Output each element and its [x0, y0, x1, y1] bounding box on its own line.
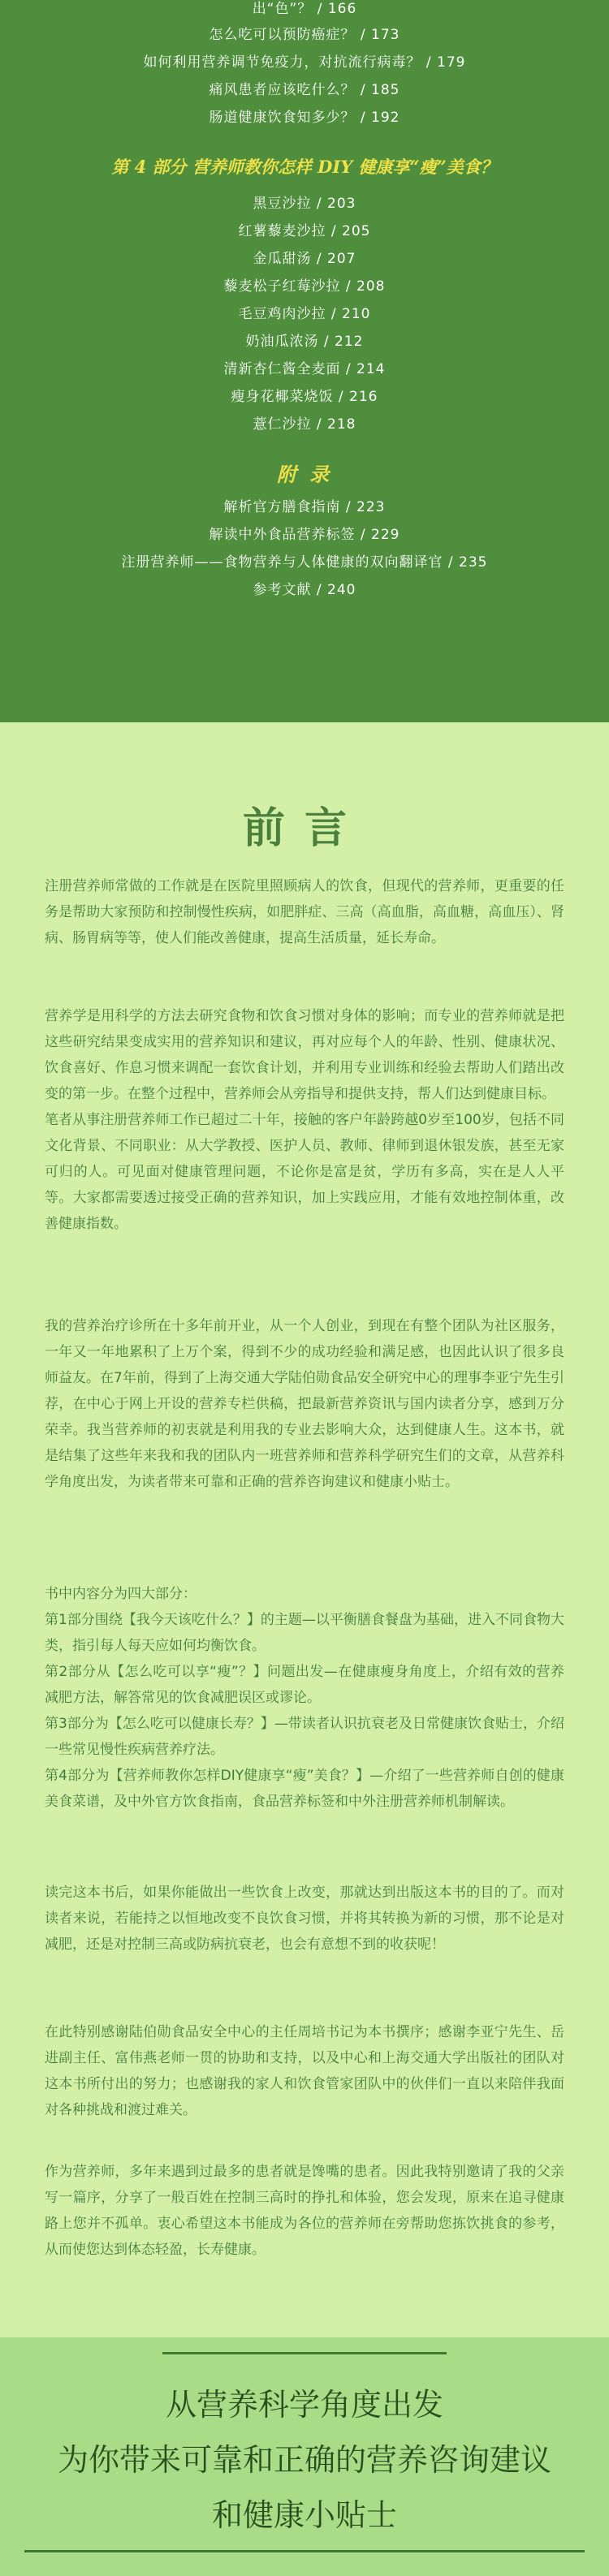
toc-entry[interactable]: 怎么吃可以预防癌症？ / 173 [209, 27, 400, 43]
toc-entry[interactable]: 解读中外食品营养标签 / 229 [209, 527, 400, 543]
toc-entry[interactable]: 如何利用营养调节免疫力，对抗流行病毒？ / 179 [143, 54, 466, 71]
toc-entry[interactable]: 薏仁沙拉 / 218 [253, 416, 356, 433]
preface-paragraph: 我的营养治疗诊所在十多年前开业，从一个人创业，到现在有整个团队为社区服务，一年又一年地累积了上万个案，得到不少的成功经验和满足感，也因此认识了很多良师益友。在7年前，得到了上海交通大学陆伯勋食品安全研究中心的理事李亚宁先生引荐，在中心于网上开设的营养专栏供稿，把最新营养资讯与国内读者分享，感到万分荣幸。我当营养师的初衷就是利用我的专业去影响大众，达到健康人生。这本书，就是结集了这些年来我和我的团队内一班营养师和营养科学研究生们的文章，从营养科学角度出发，为读者带来可靠和正确的营养咨询建议和健康小贴士。 [45, 1318, 564, 1490]
toc-entry[interactable]: 出“色”？ / 166 [252, 1, 357, 17]
preface-paragraph: 在此特别感谢陆伯勋食品安全中心的主任周培书记为本书撰序；感谢李亚宁先生、岳进副主任、富伟燕老师一贯的协助和支持，以及中心和上海交通大学出版社的团队对这本书所付出的努力；也感谢我的家人和饮食管家团队中的伙伴们一直以来陪伴我面对各种挑战和渡过难关。 [45, 2024, 564, 2118]
toc-entry[interactable]: 注册营养师——食物营养与人体健康的双向翻译官 / 235 [121, 554, 488, 571]
toc-part4-heading: 第 4 部分 营养师教你怎样 DIY 健康享“瘦”美食？ [111, 157, 498, 177]
banner-top-rule [162, 2352, 447, 2354]
slogan-line: 为你带来可靠和正确的营养咨询建议 [57, 2442, 551, 2478]
toc-entry[interactable]: 痛风患者应该吃什么？ / 185 [209, 82, 400, 98]
slogan-banner [0, 2337, 609, 2576]
slogan-line: 从营养科学角度出发 [165, 2387, 443, 2423]
preface-paragraph: 作为营养师，多年来遇到过最多的患者就是馋嘴的患者。因此我特别邀请了我的父亲写一篇序，分享了一般百姓在控制三高时的挣扎和体验，您会发现，原来在追寻健康路上您并不孤单。衷心希望这本书能成为各位的营养师在旁帮助您拣饮挑食的参考，从而使您达到体态轻盈，长寿健康。 [45, 2164, 564, 2258]
toc-entry[interactable]: 清新杏仁酱全麦面 / 214 [223, 361, 386, 377]
preface-section [0, 722, 609, 2337]
preface-title: 前言 [242, 804, 366, 853]
banner-bottom-rule [24, 2550, 585, 2552]
toc-appendix-heading: 附 录 [276, 463, 333, 486]
toc-entry[interactable]: 参考文献 / 240 [253, 582, 356, 598]
toc-entry[interactable]: 红薯藜麦沙拉 / 205 [238, 223, 371, 239]
toc-entry[interactable]: 解析官方膳食指南 / 223 [223, 499, 386, 515]
table-of-contents [0, 0, 609, 722]
preface-paragraph: 营养学是用科学的方法去研究食物和饮食习惯对身体的影响；而专业的营养师就是把这些研究结果变成实用的营养知识和建议，再对应每个人的年龄、性别、健康状况、饮食喜好、作息习惯来调配一套饮食计划，并利用专业训练和经验去帮助人们踏出改变的第一步。在整个过程中，营养师会从旁指导和提供支持，帮人们达到健康目标。 笔者从事注册营养师工作已超过二十年，接触的客户年龄跨越0岁至100岁，包括不同文化背景、不同职业：从大学教授、医护人员、教师、律师到退休银发族，甚至无家可归的人。可见面对健康管理问题，不论你是富是贫，学历有多高，实在是人人平等。大家都需要透过接受正确的营养知识，加上实践应用，才能有效地控制体重，改善健康指数。 [45, 1008, 564, 1232]
preface-paragraph: 读完这本书后，如果你能做出一些饮食上改变，那就达到出版这本书的目的了。而对读者来说，若能持之以恒地改变不良饮食习惯，并将其转换为新的习惯，那不论是对减肥，还是对控制三高或防病抗衰老，也会有意想不到的收获呢！ [45, 1885, 564, 1953]
toc-entry[interactable]: 奶油瓜浓汤 / 212 [245, 334, 364, 350]
toc-entry[interactable]: 肠道健康饮食知多少？ / 192 [209, 110, 400, 126]
toc-entry[interactable]: 黑豆沙拉 / 203 [253, 196, 356, 212]
slogan-line: 和健康小贴士 [211, 2497, 397, 2533]
toc-entry[interactable]: 毛豆鸡肉沙拉 / 210 [238, 306, 371, 322]
toc-entry[interactable]: 金瓜甜汤 / 207 [253, 251, 356, 267]
preface-paragraph: 注册营养师常做的工作就是在医院里照顾病人的饮食，但现代的营养师，更重要的任务是帮助大家预防和控制慢性疾病，如肥胖症、三高（高血脂，高血糖，高血压）、肾病、肠胃病等等，使人们能改善健康，提高生活质量，延长寿命。 [45, 878, 564, 946]
toc-entry[interactable]: 藜麦松子红莓沙拉 / 208 [223, 278, 386, 295]
preface-paragraph: 书中内容分为四大部分： 第1部分围绕【我今天该吃什么？】的主题—以平衡膳食餐盘为基础，进入不同食物大类，指引每人每天应如何均衡饮食。 第2部分从【怎么吃可以享“瘦”？】问题出发—在健康瘦身角度上，介绍有效的营养减肥方法，解答常见的饮食减肥误区或谬论。 第3部分为【怎么吃可以健康长寿？】—带读者认识抗衰老及日常健康饮食贴士，介绍一些常见慢性疾病营养疗法。 第4部分为【营养师教你怎样DIY健康享“瘦”美食？】—介绍了一些营养师自创的健康美食菜谱，及中外官方饮食指南，食品营养标签和中外注册营养师机制解读。 [45, 1586, 564, 1810]
toc-entry[interactable]: 瘦身花椰菜烧饭 / 216 [231, 389, 378, 405]
